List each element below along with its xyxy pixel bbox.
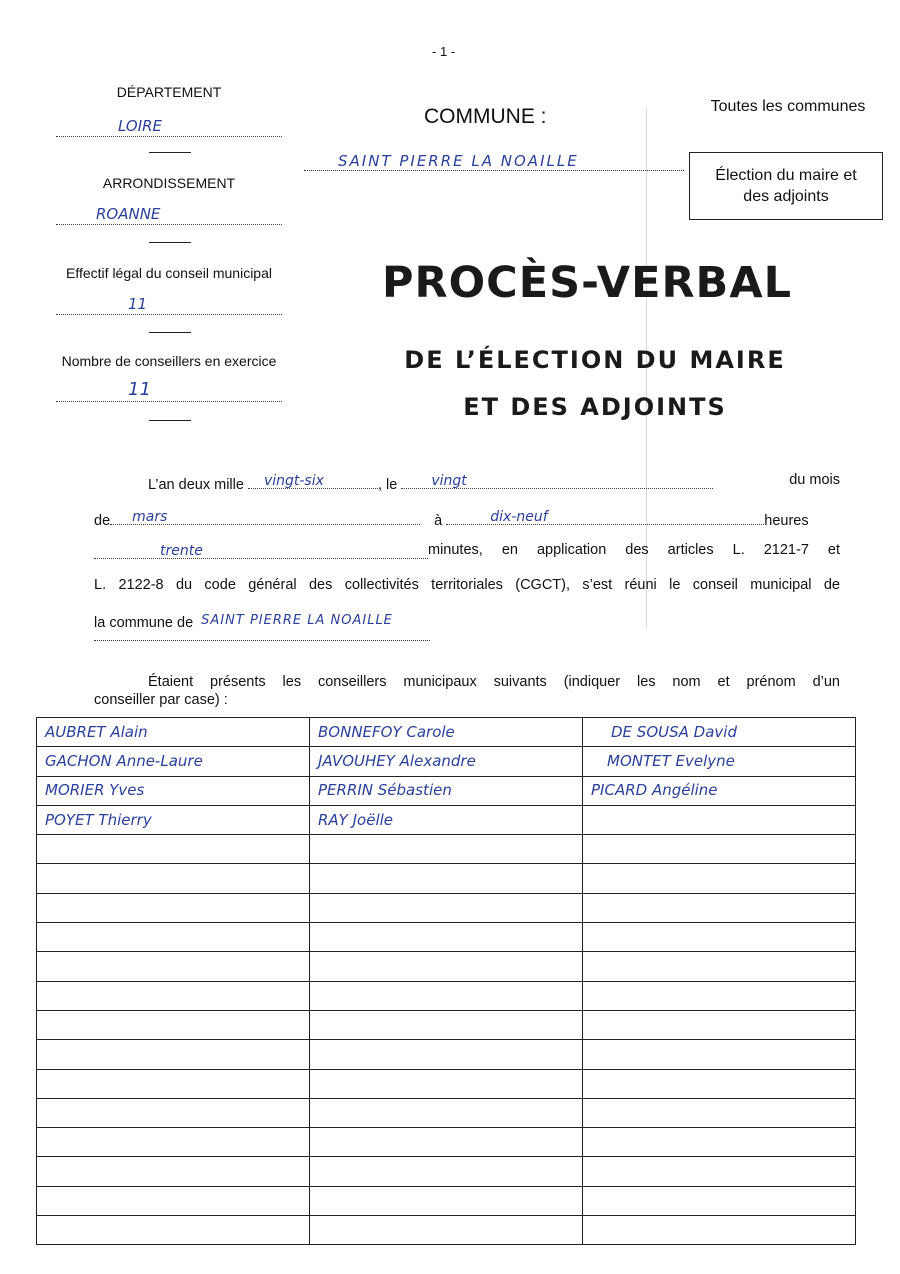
empty-cell	[583, 1098, 856, 1127]
exercice-label: Nombre de conseillers en exercice	[61, 353, 277, 369]
table-row	[37, 835, 856, 864]
empty-cell	[310, 923, 583, 952]
empty-cell	[583, 864, 856, 893]
separator	[149, 152, 191, 153]
empty-cell	[37, 1098, 310, 1127]
empty-cell	[37, 1128, 310, 1157]
attendee-name: DE SOUSA David	[611, 722, 737, 741]
an-prefix: L’an deux mille	[148, 477, 244, 493]
empty-cell	[310, 1128, 583, 1157]
a-label: à	[434, 513, 443, 529]
de-label: de	[94, 513, 111, 529]
empty-cell	[310, 1216, 583, 1245]
empty-cell	[310, 1040, 583, 1069]
attendee-name: MONTET Evelyne	[607, 751, 735, 770]
heures-text: heures	[764, 513, 809, 529]
election-box-line2: des adjoints	[743, 188, 829, 205]
le-field	[401, 472, 713, 489]
a-value: dix-neuf	[490, 509, 548, 525]
minutes-field	[94, 542, 428, 559]
empty-cell	[583, 1128, 856, 1157]
body-line-3	[94, 542, 840, 564]
body-line-2	[94, 508, 840, 530]
empty-cell	[37, 952, 310, 981]
table-row	[37, 1186, 856, 1215]
de-value: mars	[132, 509, 168, 525]
attendee-cell	[310, 805, 583, 834]
effectif-field	[56, 290, 282, 315]
commune-de-value: SAINT PIERRE LA NOAILLE	[201, 613, 393, 628]
empty-cell	[37, 981, 310, 1010]
departement-label: DÉPARTEMENT	[116, 84, 222, 100]
empty-cell	[310, 893, 583, 922]
empty-cell	[37, 1040, 310, 1069]
table-row	[37, 1157, 856, 1186]
le-label: , le	[377, 477, 398, 493]
arrondissement-label: ARRONDISSEMENT	[102, 175, 236, 191]
minutes-value: trente	[160, 543, 203, 559]
presents-line-2: conseiller par case) :	[94, 692, 228, 708]
empty-cell	[310, 1010, 583, 1039]
empty-cell	[583, 1069, 856, 1098]
a-field	[446, 508, 764, 525]
toutes-communes-label: Toutes les communes	[710, 98, 866, 115]
empty-cell	[583, 835, 856, 864]
attendee-name: BONNEFOY Carole	[318, 722, 455, 741]
table-row	[37, 747, 856, 776]
table-row	[37, 1069, 856, 1098]
empty-cell	[37, 1010, 310, 1039]
attendee-cell	[37, 776, 310, 805]
minutes-text: minutes, en application des articles L. 2121-7 et	[428, 542, 840, 558]
commune-field	[304, 150, 684, 171]
page-number: - 1 -	[432, 44, 456, 59]
arrondissement-field	[56, 200, 282, 225]
attendee-name: PICARD Angéline	[591, 781, 718, 800]
empty-cell	[310, 835, 583, 864]
body-line-1	[94, 472, 840, 494]
attendee-cell	[583, 718, 856, 747]
table-row	[37, 718, 856, 747]
page-title: PROCÈS-VERBAL	[382, 258, 793, 308]
attendee-cell	[37, 718, 310, 747]
body-line-4: L. 2122-8 du code général des collectivités territoriales (CGCT), s’est réuni le conseil municipal de	[94, 577, 840, 593]
election-box-line1: Élection du maire et	[715, 167, 857, 184]
commune-de-dotline	[94, 626, 430, 641]
attendee-name: PERRIN Sébastien	[318, 781, 452, 800]
table-row	[37, 1216, 856, 1245]
table-row	[37, 864, 856, 893]
attendee-cell	[37, 805, 310, 834]
an-field	[248, 472, 378, 489]
attendee-name: RAY Joëlle	[318, 810, 394, 829]
empty-cell	[583, 981, 856, 1010]
empty-cell	[583, 1040, 856, 1069]
empty-cell	[310, 1098, 583, 1127]
attendee-cell	[583, 805, 856, 834]
presents-line-1: Étaient présents les conseillers municipaux suivants (indiquer les nom et prénom d’un	[148, 674, 840, 690]
subtitle-line2: ET DES ADJOINTS	[463, 393, 727, 421]
table-row	[37, 981, 856, 1010]
effectif-label: Effectif légal du conseil municipal	[66, 265, 272, 281]
empty-cell	[583, 1216, 856, 1245]
empty-cell	[310, 952, 583, 981]
subtitle-line1: DE L’ÉLECTION DU MAIRE	[404, 346, 786, 374]
attendee-cell	[310, 718, 583, 747]
attendee-cell	[310, 776, 583, 805]
separator	[149, 332, 191, 333]
empty-cell	[583, 893, 856, 922]
empty-cell	[37, 864, 310, 893]
empty-cell	[583, 1157, 856, 1186]
effectif-value: 11	[128, 295, 148, 313]
commune-de-label: la commune de	[94, 615, 194, 631]
separator	[149, 420, 191, 421]
de-field	[110, 508, 420, 525]
empty-cell	[583, 1010, 856, 1039]
attendee-name: GACHON Anne-Laure	[45, 751, 203, 770]
empty-cell	[37, 1069, 310, 1098]
commune-value: SAINT PIERRE LA NOAILLE	[338, 152, 579, 170]
attendee-name: POYET Thierry	[45, 810, 152, 829]
empty-cell	[583, 952, 856, 981]
le-value: vingt	[431, 473, 467, 489]
empty-cell	[37, 893, 310, 922]
an-value: vingt-six	[263, 473, 324, 489]
attendee-cell	[583, 747, 856, 776]
empty-cell	[310, 1186, 583, 1215]
table-row	[37, 923, 856, 952]
du-mois-text: du mois	[789, 472, 840, 488]
arrondissement-value: ROANNE	[96, 205, 161, 223]
attendee-name: MORIER Yves	[45, 781, 145, 800]
empty-cell	[310, 1069, 583, 1098]
empty-cell	[310, 1157, 583, 1186]
table-row	[37, 776, 856, 805]
empty-cell	[310, 864, 583, 893]
attendee-cell	[583, 776, 856, 805]
table-row	[37, 805, 856, 834]
attendees-table	[36, 717, 856, 1245]
empty-cell	[583, 923, 856, 952]
attendee-cell	[310, 747, 583, 776]
commune-de-field	[197, 611, 433, 627]
table-row	[37, 1040, 856, 1069]
table-row	[37, 1010, 856, 1039]
empty-cell	[37, 1216, 310, 1245]
separator	[149, 242, 191, 243]
table-row	[37, 952, 856, 981]
attendee-name: JAVOUHEY Alexandre	[318, 751, 476, 770]
commune-label: COMMUNE :	[424, 105, 547, 128]
table-row	[37, 1128, 856, 1157]
attendee-name: AUBRET Alain	[45, 722, 148, 741]
departement-value: LOIRE	[118, 117, 163, 135]
empty-cell	[37, 835, 310, 864]
empty-cell	[37, 923, 310, 952]
empty-cell	[310, 981, 583, 1010]
departement-field	[56, 112, 282, 137]
table-row	[37, 893, 856, 922]
attendee-cell	[37, 747, 310, 776]
empty-cell	[583, 1186, 856, 1215]
exercice-value: 11	[128, 379, 151, 400]
empty-cell	[37, 1157, 310, 1186]
election-box	[689, 152, 883, 220]
exercice-field	[56, 377, 282, 402]
empty-cell	[37, 1186, 310, 1215]
table-row	[37, 1098, 856, 1127]
